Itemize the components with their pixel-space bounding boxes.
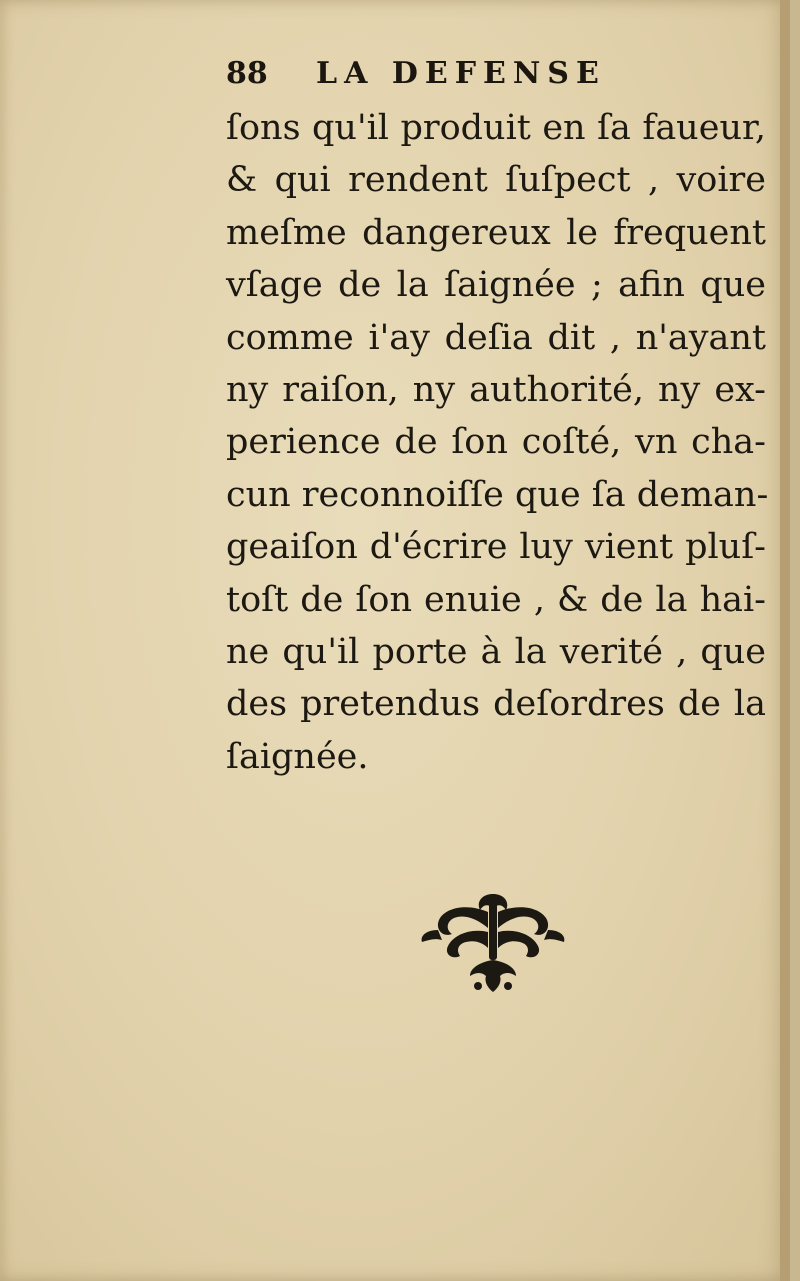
page-edge [780, 0, 790, 1281]
text-line: meſme dangereux le frequent [226, 212, 766, 253]
text-line: ny raiſon, ny authorité, ny ex- [226, 369, 766, 410]
page-number: 88 [226, 56, 268, 91]
text-line: perience de ſon coſté, vn cha- [226, 422, 766, 463]
fleuron-ornament-icon [418, 890, 568, 1000]
text-line: ſaignée. [226, 736, 369, 777]
text-line: ſons qu'il produit en ſa faueur, [226, 108, 766, 148]
text-line: & qui rendent ſuſpect , voire [226, 160, 766, 201]
running-head: LA DEFENSE [316, 56, 606, 91]
text-line: geaiſon d'écrire luy vient pluſ- [226, 527, 766, 568]
page-header [226, 52, 766, 102]
text-line: cun reconnoiſſe que ſa deman- [226, 474, 769, 515]
text-line: des pretendus deſordres de la [226, 684, 766, 725]
body-text [226, 102, 769, 783]
text-line: toſt de ſon enuie , & de la hai- [226, 579, 766, 620]
text-line: vſage de la ſaignée ; afin que [226, 265, 766, 306]
text-line: ne qu'il porte à la verité , que [226, 631, 766, 672]
text-line: comme i'ay deſia dit , n'ayant [226, 317, 766, 358]
